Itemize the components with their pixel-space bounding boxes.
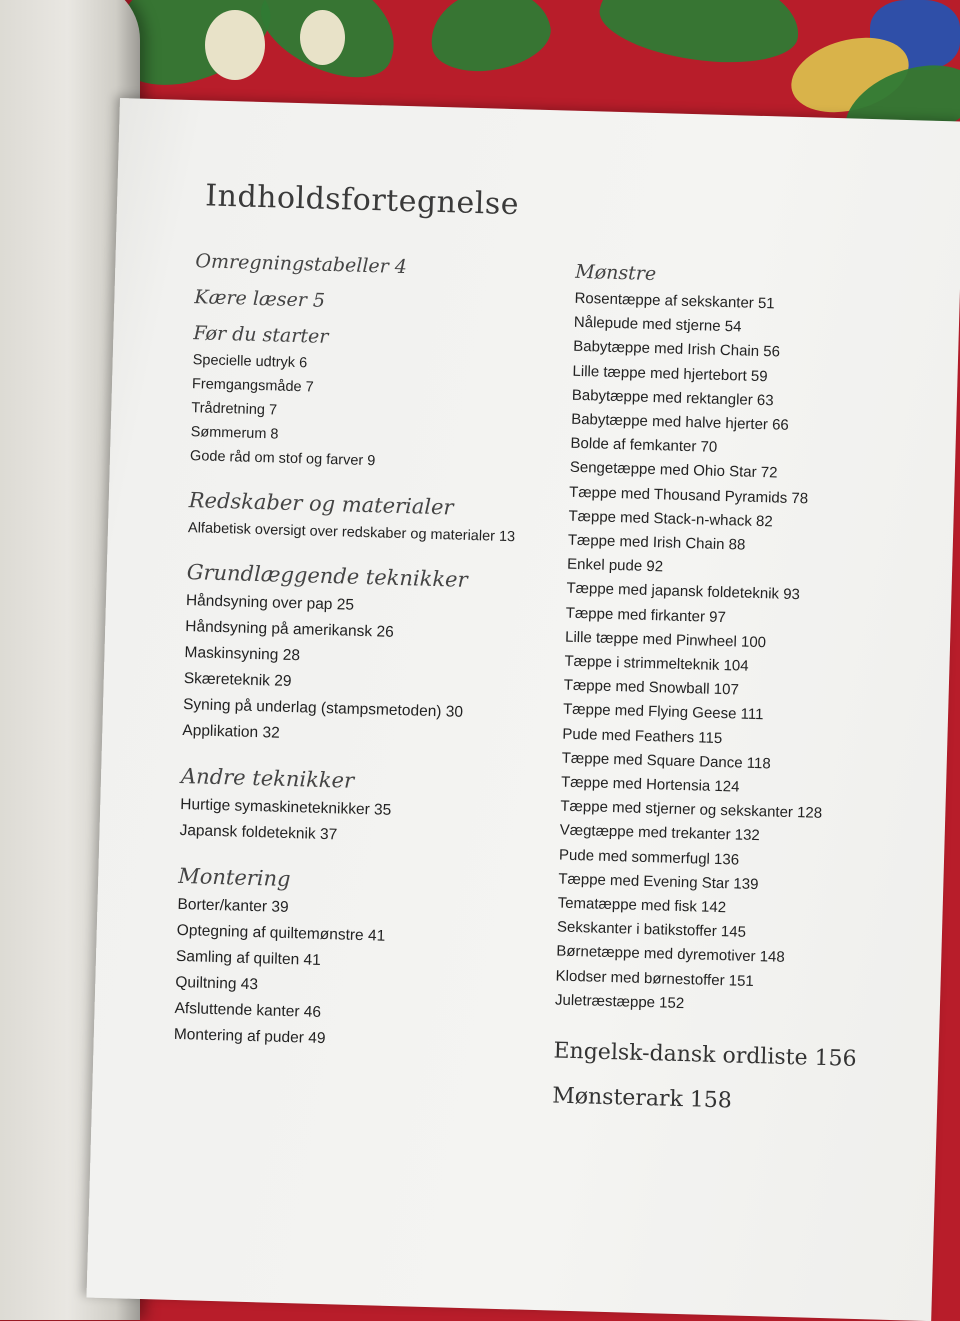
- toc-entry: Optegning af quiltemønstre 41: [176, 921, 386, 945]
- section-heading: Mønsterark 158: [551, 1083, 733, 1114]
- toc-section: [194, 286, 594, 319]
- toc-entry: Hurtige symaskineteknikker 35: [180, 795, 392, 819]
- toc-entry: Tæppe med Snowball 107: [563, 676, 740, 699]
- section-heading: Kære læser 5: [194, 286, 326, 312]
- toc-section: [182, 560, 587, 755]
- toc-entry: Pude med sommerfugl 136: [558, 846, 740, 869]
- toc-entry: Tæppe med Square Dance 118: [561, 749, 771, 773]
- toc-section: [195, 250, 595, 283]
- toc-entry: Afsluttende kanter 46: [174, 999, 322, 1021]
- toc-entry: Vægtæppe med trekanter 132: [559, 822, 761, 845]
- toc-entry: Gode råd om stof og farver 9: [189, 448, 376, 470]
- toc-entry: Babytæppe med Irish Chain 56: [572, 338, 781, 361]
- toc-entry: Klodser med børnestoffer 151: [555, 967, 754, 990]
- toc-entry: Tæppe med Stack-n-whack 82: [568, 507, 773, 531]
- toc-entry: Lille tæppe med hjertebort 59: [572, 362, 768, 385]
- toc-section: [173, 864, 578, 1059]
- toc-right-column: [552, 261, 916, 1118]
- toc-entry: Japansk foldeteknik 37: [179, 821, 338, 844]
- section-heading: Grundlæggende teknikker: [186, 560, 468, 592]
- section-heading: Montering: [177, 863, 291, 892]
- toc-entry: Skæreteknik 29: [183, 670, 292, 691]
- toc-entry: Håndsyning på amerikansk 26: [185, 618, 394, 641]
- toc-entry: Tæppe med Thousand Pyramids 78: [568, 483, 809, 507]
- book-page: [86, 98, 960, 1321]
- toc-entry-list: [555, 287, 915, 1022]
- section-heading: Engelsk-dansk ordliste 156: [553, 1038, 857, 1073]
- toc-entry: Tæppe med Flying Geese 111: [562, 701, 764, 724]
- toc-entry: Rosentæppe af sekskanter 51: [574, 289, 775, 313]
- toc-entry: Lille tæppe med Pinwheel 100: [564, 628, 767, 652]
- toc-entry: Nålepude med stjerne 54: [573, 313, 742, 336]
- toc-entry: Pude med Feathers 115: [562, 725, 723, 747]
- toc-left-column: [173, 250, 596, 1079]
- toc-entry: Tæppe med Evening Star 139: [558, 870, 759, 894]
- toc-entry: Tæppe med Irish Chain 88: [567, 531, 746, 554]
- toc-entry: Babytæppe med rektangler 63: [571, 386, 774, 410]
- toc-entry: Tæppe med stjerner og sekskanter 128: [560, 797, 823, 823]
- toc-entry: Trådretning 7: [191, 400, 278, 419]
- toc-entry: Sømmerum 8: [190, 424, 279, 443]
- toc-entry: Håndsyning over pap 25: [185, 592, 355, 614]
- toc-entry: Tæppe med Hortensia 124: [560, 773, 740, 796]
- toc-entry: Alfabetisk oversigt over redskaber og materialer 13: [187, 520, 516, 546]
- toc-entry: Børnetæppe med dyremotiver 148: [556, 943, 785, 967]
- toc-entry: Samling af quilten 41: [175, 947, 322, 969]
- toc-entry: Fremgangsmåde 7: [191, 376, 314, 396]
- toc-section: [179, 764, 581, 855]
- section-heading: Redskaber og materialer: [188, 488, 454, 520]
- toc-entry: Sengetæppe med Ohio Star 72: [569, 459, 778, 482]
- toc-entry: Montering af puder 49: [173, 1025, 326, 1048]
- toc-section: [188, 488, 589, 551]
- toc-entry: Specielle udtryk 6: [192, 352, 308, 372]
- toc-entry: Juletræstæppe 152: [554, 991, 685, 1012]
- page-title: Indholdsfortegnelse: [204, 178, 520, 223]
- toc-entry: Quiltning 43: [175, 973, 259, 994]
- toc-entry: Tæppe med firkanter 97: [565, 604, 727, 626]
- toc-entry: Borter/kanter 39: [177, 895, 289, 917]
- toc-section: [190, 322, 594, 479]
- section-heading: Mønstre: [575, 260, 657, 286]
- toc-entry: Applikation 32: [182, 721, 280, 742]
- section-heading: Omregningstabeller 4: [195, 250, 408, 279]
- toc-entry: Syning på underlag (stampsmetoden) 30: [182, 696, 464, 721]
- toc-entry: Enkel pude 92: [566, 555, 664, 576]
- section-heading: Andre teknikker: [180, 763, 355, 793]
- toc-entry: Tæppe i strimmelteknik 104: [564, 652, 749, 675]
- toc-entry: Bolde af femkanter 70: [570, 434, 718, 457]
- toc-entry: Babytæppe med halve hjerter 66: [570, 410, 789, 434]
- toc-entry: Tæppe med japansk foldeteknik 93: [566, 580, 801, 604]
- section-heading: Før du starter: [193, 322, 329, 348]
- toc-entry: Sekskanter i batikstoffer 145: [556, 918, 747, 942]
- toc-entry: Maskinsyning 28: [184, 644, 301, 665]
- toc-entry: Tematæppe med fisk 142: [557, 894, 727, 917]
